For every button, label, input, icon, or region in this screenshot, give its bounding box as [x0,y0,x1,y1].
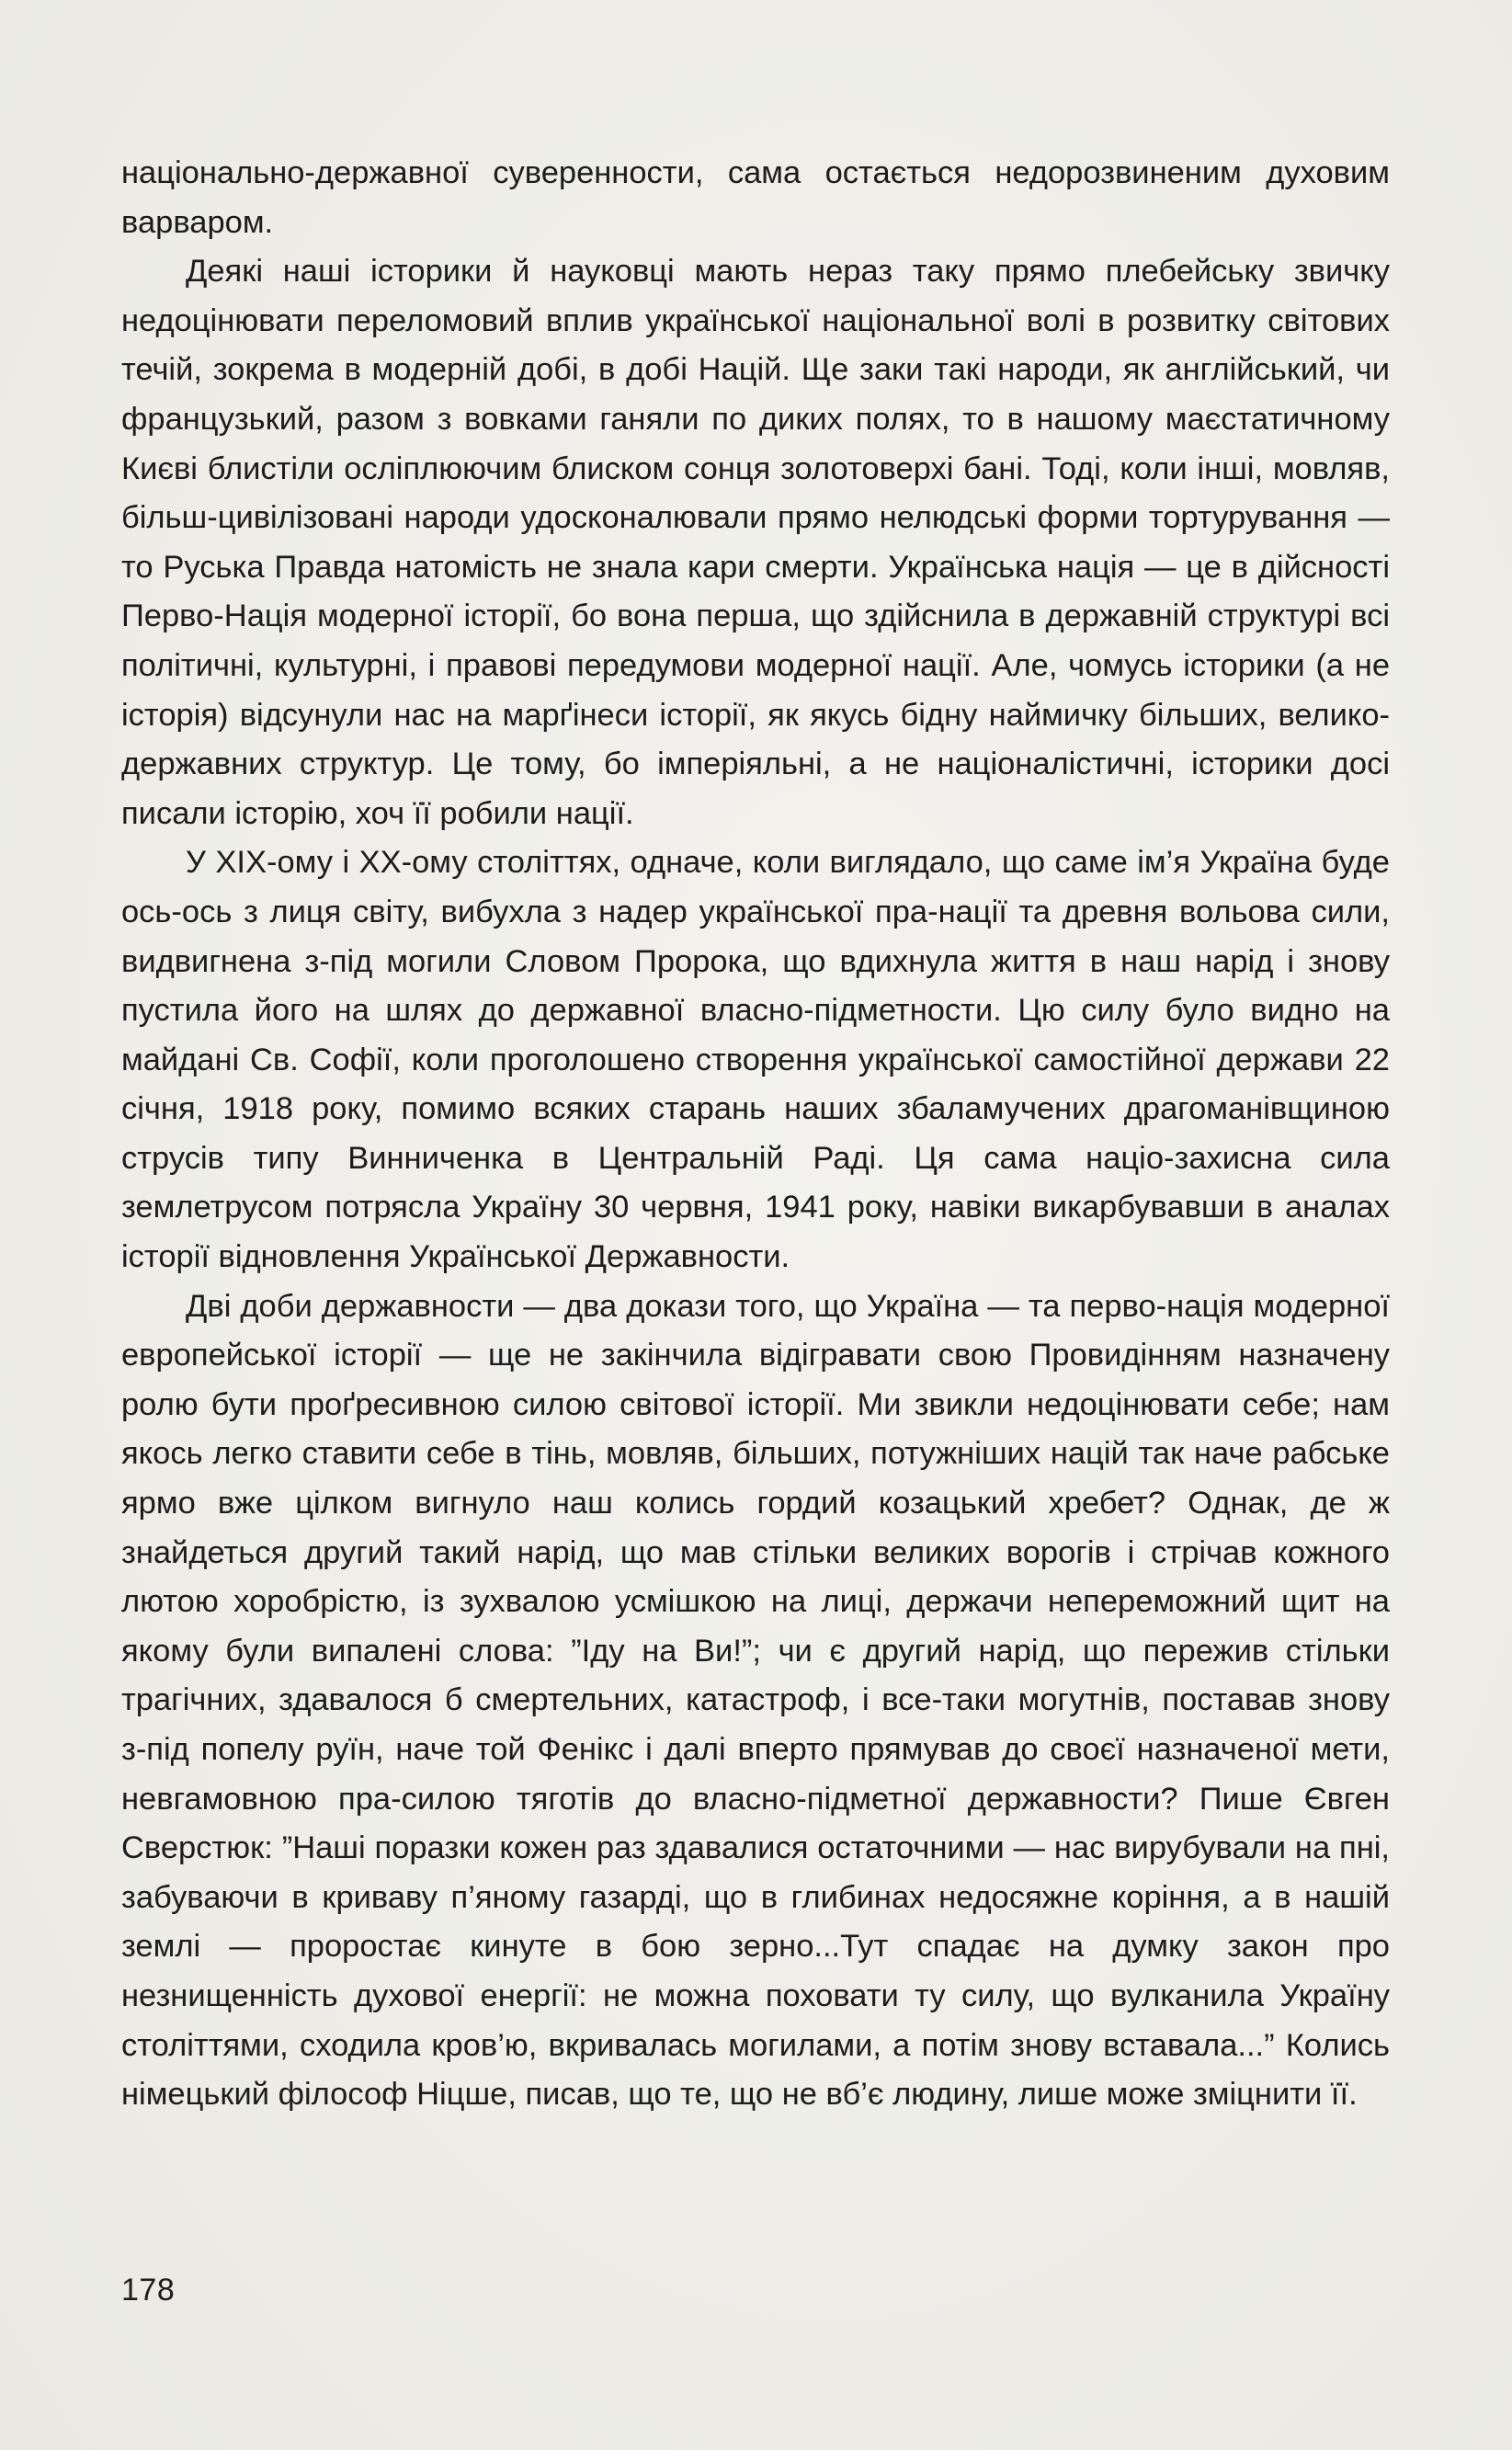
body-text [121,149,1390,2120]
page-number: 178 [121,2273,176,2308]
paragraph: Дві доби державности — два докази того, що Україна — та перво-нація модерної европейської історії — ще не закінчила відігравати свою Провидінням назначену ролю бути проґресивною силою світової історії. Ми звикли недоцінювати себе; нам якось легко ставити себе в тінь, мовляв, більших, потужніших націй так наче рабське ярмо вже цілком вигнуло наш колись гордий козацький хребет? Однак, де ж знайдеться другий такий нарід, що мав стільки великих ворогів і стрічав кожного лютою хоробрістю, із зухвалою усмішкою на лиці, держачи непереможний щит на якому були випалені слова: ”Іду на Ви!”; чи є другий нарід, що пережив стільки трагічних, здавалося б смертельних, катастроф, і все-таки могутнів, поставав знову з-під попелу руїн, наче той Фенікс і далі вперто прямував до своєї назначеної мети, невгамовною пра-силою тяготів до власно-підметної державности? Пише Євген Сверстюк: ”Наші поразки кожен раз здавалися остаточними — нас вирубували на пні, забуваючи в криваву п’яному газарді, що в глибинах недосяжне коріння, а в нашій землі — проростає кинуте в бою зерно...Тут спадає на думку закон про незнищенність духової енергії: не можна поховати ту силу, що вулканила Україну століттями, сходила кров’ю, вкривалась могилами, а потім знову вставала...” Колись німецький філософ Ніцше, писав, що те, що не вб’є людину, лише може зміцнити її. [121,1288,1390,2113]
paragraph: У XIX-ому і XX-ому століттях, одначе, коли виглядало, що саме ім’я Україна буде ось-ось з лиця світу, вибухла з надер української пра-нації та древня вольова сили, видвигнена з-під могили Словом Пророка, що вдихнула життя в наш нарід і знову пустила його на шлях до державної власно-підметности. Цю силу було видно на майдані Св. Софії, коли проголошено створення української самостійної держави 22 січня, 1918 року, помимо всяких старань наших збаламучених драгоманівщиною струсів типу Винниченка в Центральній Раді. Ця сама націо-захисна сила землетрусом потрясла Україну 30 червня, 1941 року, навіки викарбувавши в аналах історії відновлення Української Державности. [121,845,1390,1275]
paragraph: Деякі наші історики й науковці мають нераз таку прямо плебейську звичку недоцінювати переломовий вплив української національної волі в розвитку світових течій, зокрема в модерній добі, в добі Націй. Ще заки такі народи, як англійський, чи французький, разом з вовками ганяли по диких полях, то в нашому маєстатичному Києві блистіли осліплюючим блиском сонця золотоверхі бані. Тоді, коли інші, мовляв, більш-цивілізовані народи удосконалювали прямо нелюдські форми тортурування — то Руська Правда натомість не знала кари смерти. Українська нація — це в дійсності Перво-Нація модерної історії, бо вона перша, що здійснила в державній структурі всі політичні, культурні, і правові передумови модерної нації. Але, чомусь історики (а не історія) відсунули нас на марґінеси історії, як якусь бідну наймичку більших, велико-державних структур. Це тому, бо імперіяльні, а не націоналістичні, історики досі писали історію, хоч її робили нації. [121,254,1390,831]
paragraph-continued: національно-державної суверенности, сама остається недорозвиненим духовим варваром. [121,155,1390,240]
